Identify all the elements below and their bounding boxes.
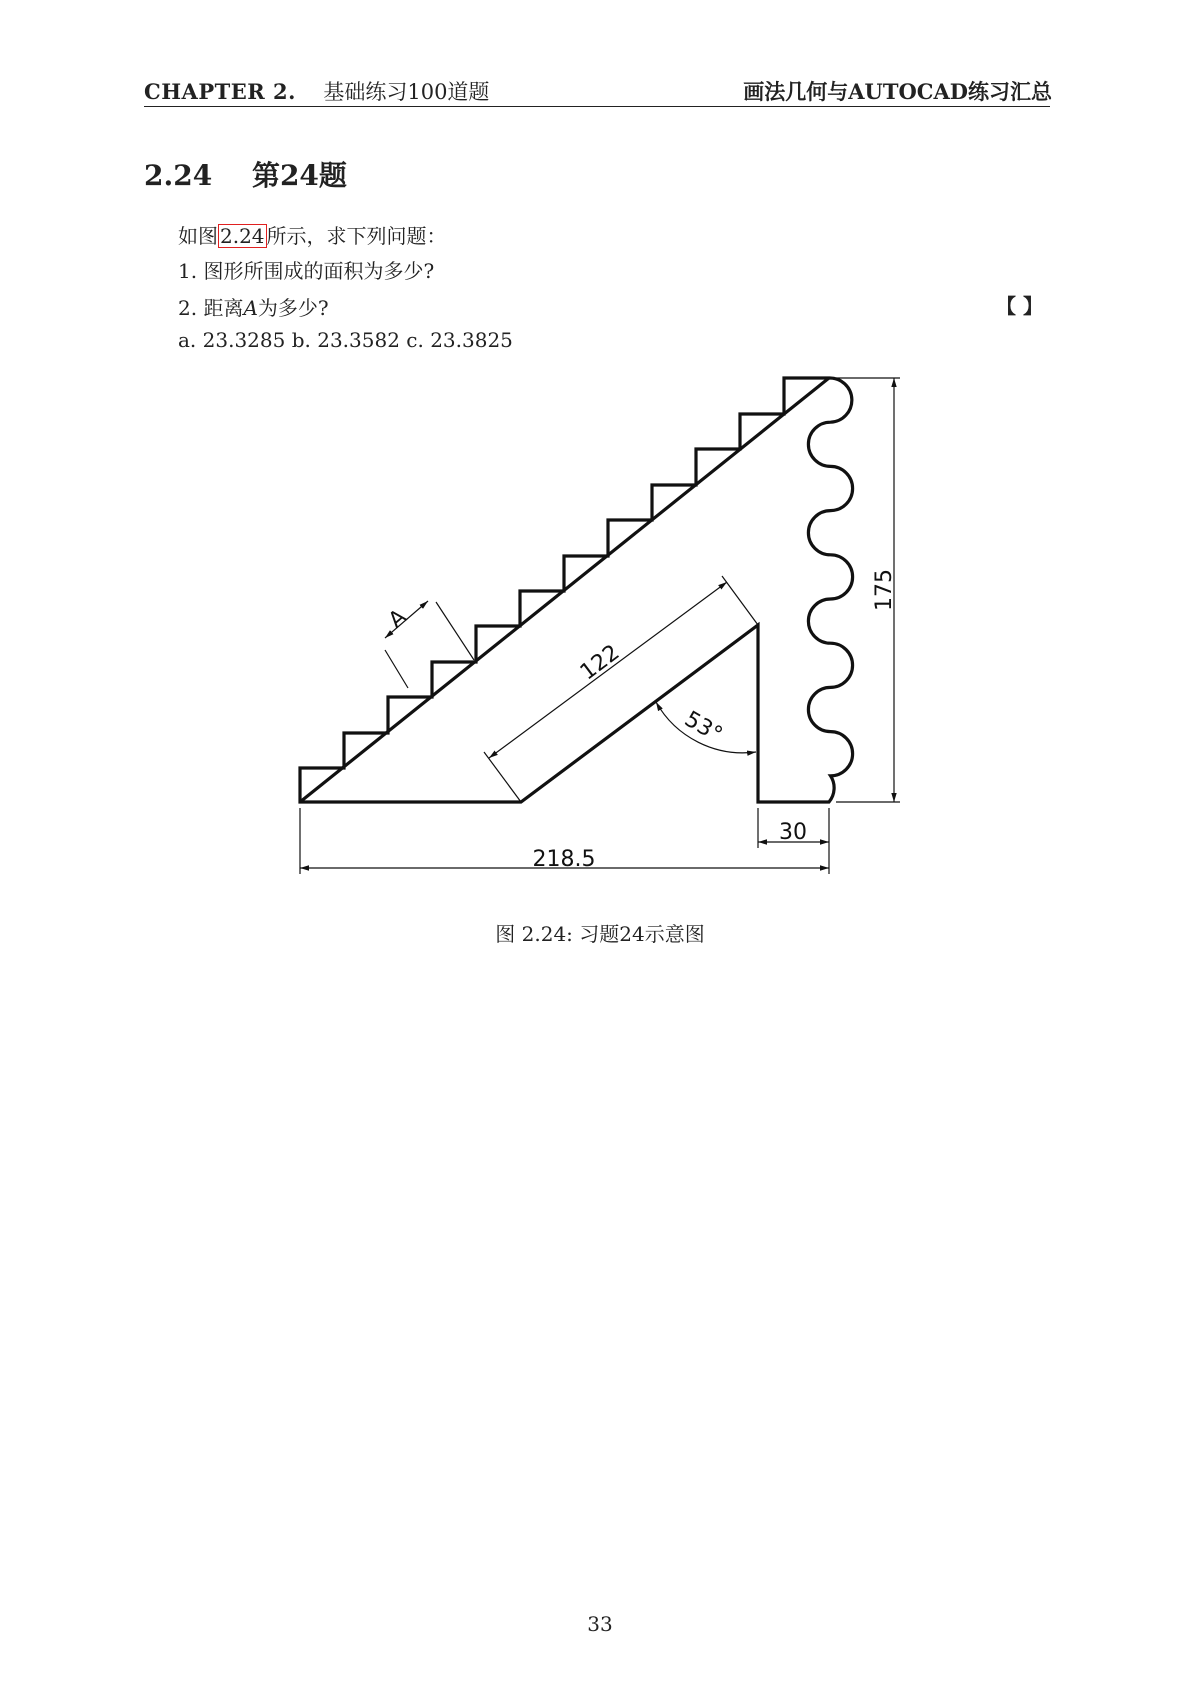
intro-prefix: 如图 (178, 224, 218, 248)
q2-suffix: 为多少? (257, 296, 329, 320)
answer-bracket: 【 】 (996, 294, 1043, 318)
section-title: 第24题 (251, 159, 347, 192)
hypotenuse-line (300, 378, 829, 802)
intro-suffix: 所示，求下列问题： (266, 224, 447, 248)
chapter-title: 基础练习100道题 (323, 80, 490, 104)
page-number: 33 (587, 1612, 613, 1636)
figure-caption: 图 2.24: 习题24示意图 (495, 922, 705, 946)
dimension-a-label: A (384, 604, 412, 634)
shape-outline (300, 378, 853, 802)
dimension-175-label: 175 (872, 569, 897, 611)
running-header-right: 画法几何与AUTOCAD练习汇总 (743, 79, 1052, 104)
dimension-218-label: 218.5 (532, 847, 596, 872)
dimension-122-label: 122 (575, 640, 625, 686)
section-number: 2.24 (144, 159, 213, 192)
dimension-30-label: 30 (779, 820, 807, 845)
q2-variable: A (243, 296, 258, 320)
dimension-122 (484, 576, 758, 802)
chapter-label: CHAPTER 2. (144, 79, 296, 104)
dimension-53-label: 53° (680, 706, 727, 748)
answer-options: a. 23.3285 b. 23.3582 c. 23.3825 (178, 328, 513, 352)
question-1: 1. 图形所围成的面积为多少? (178, 259, 435, 283)
q2-prefix: 2. 距离 (178, 296, 244, 320)
figure-ref-link[interactable]: 2.24 (220, 224, 265, 248)
